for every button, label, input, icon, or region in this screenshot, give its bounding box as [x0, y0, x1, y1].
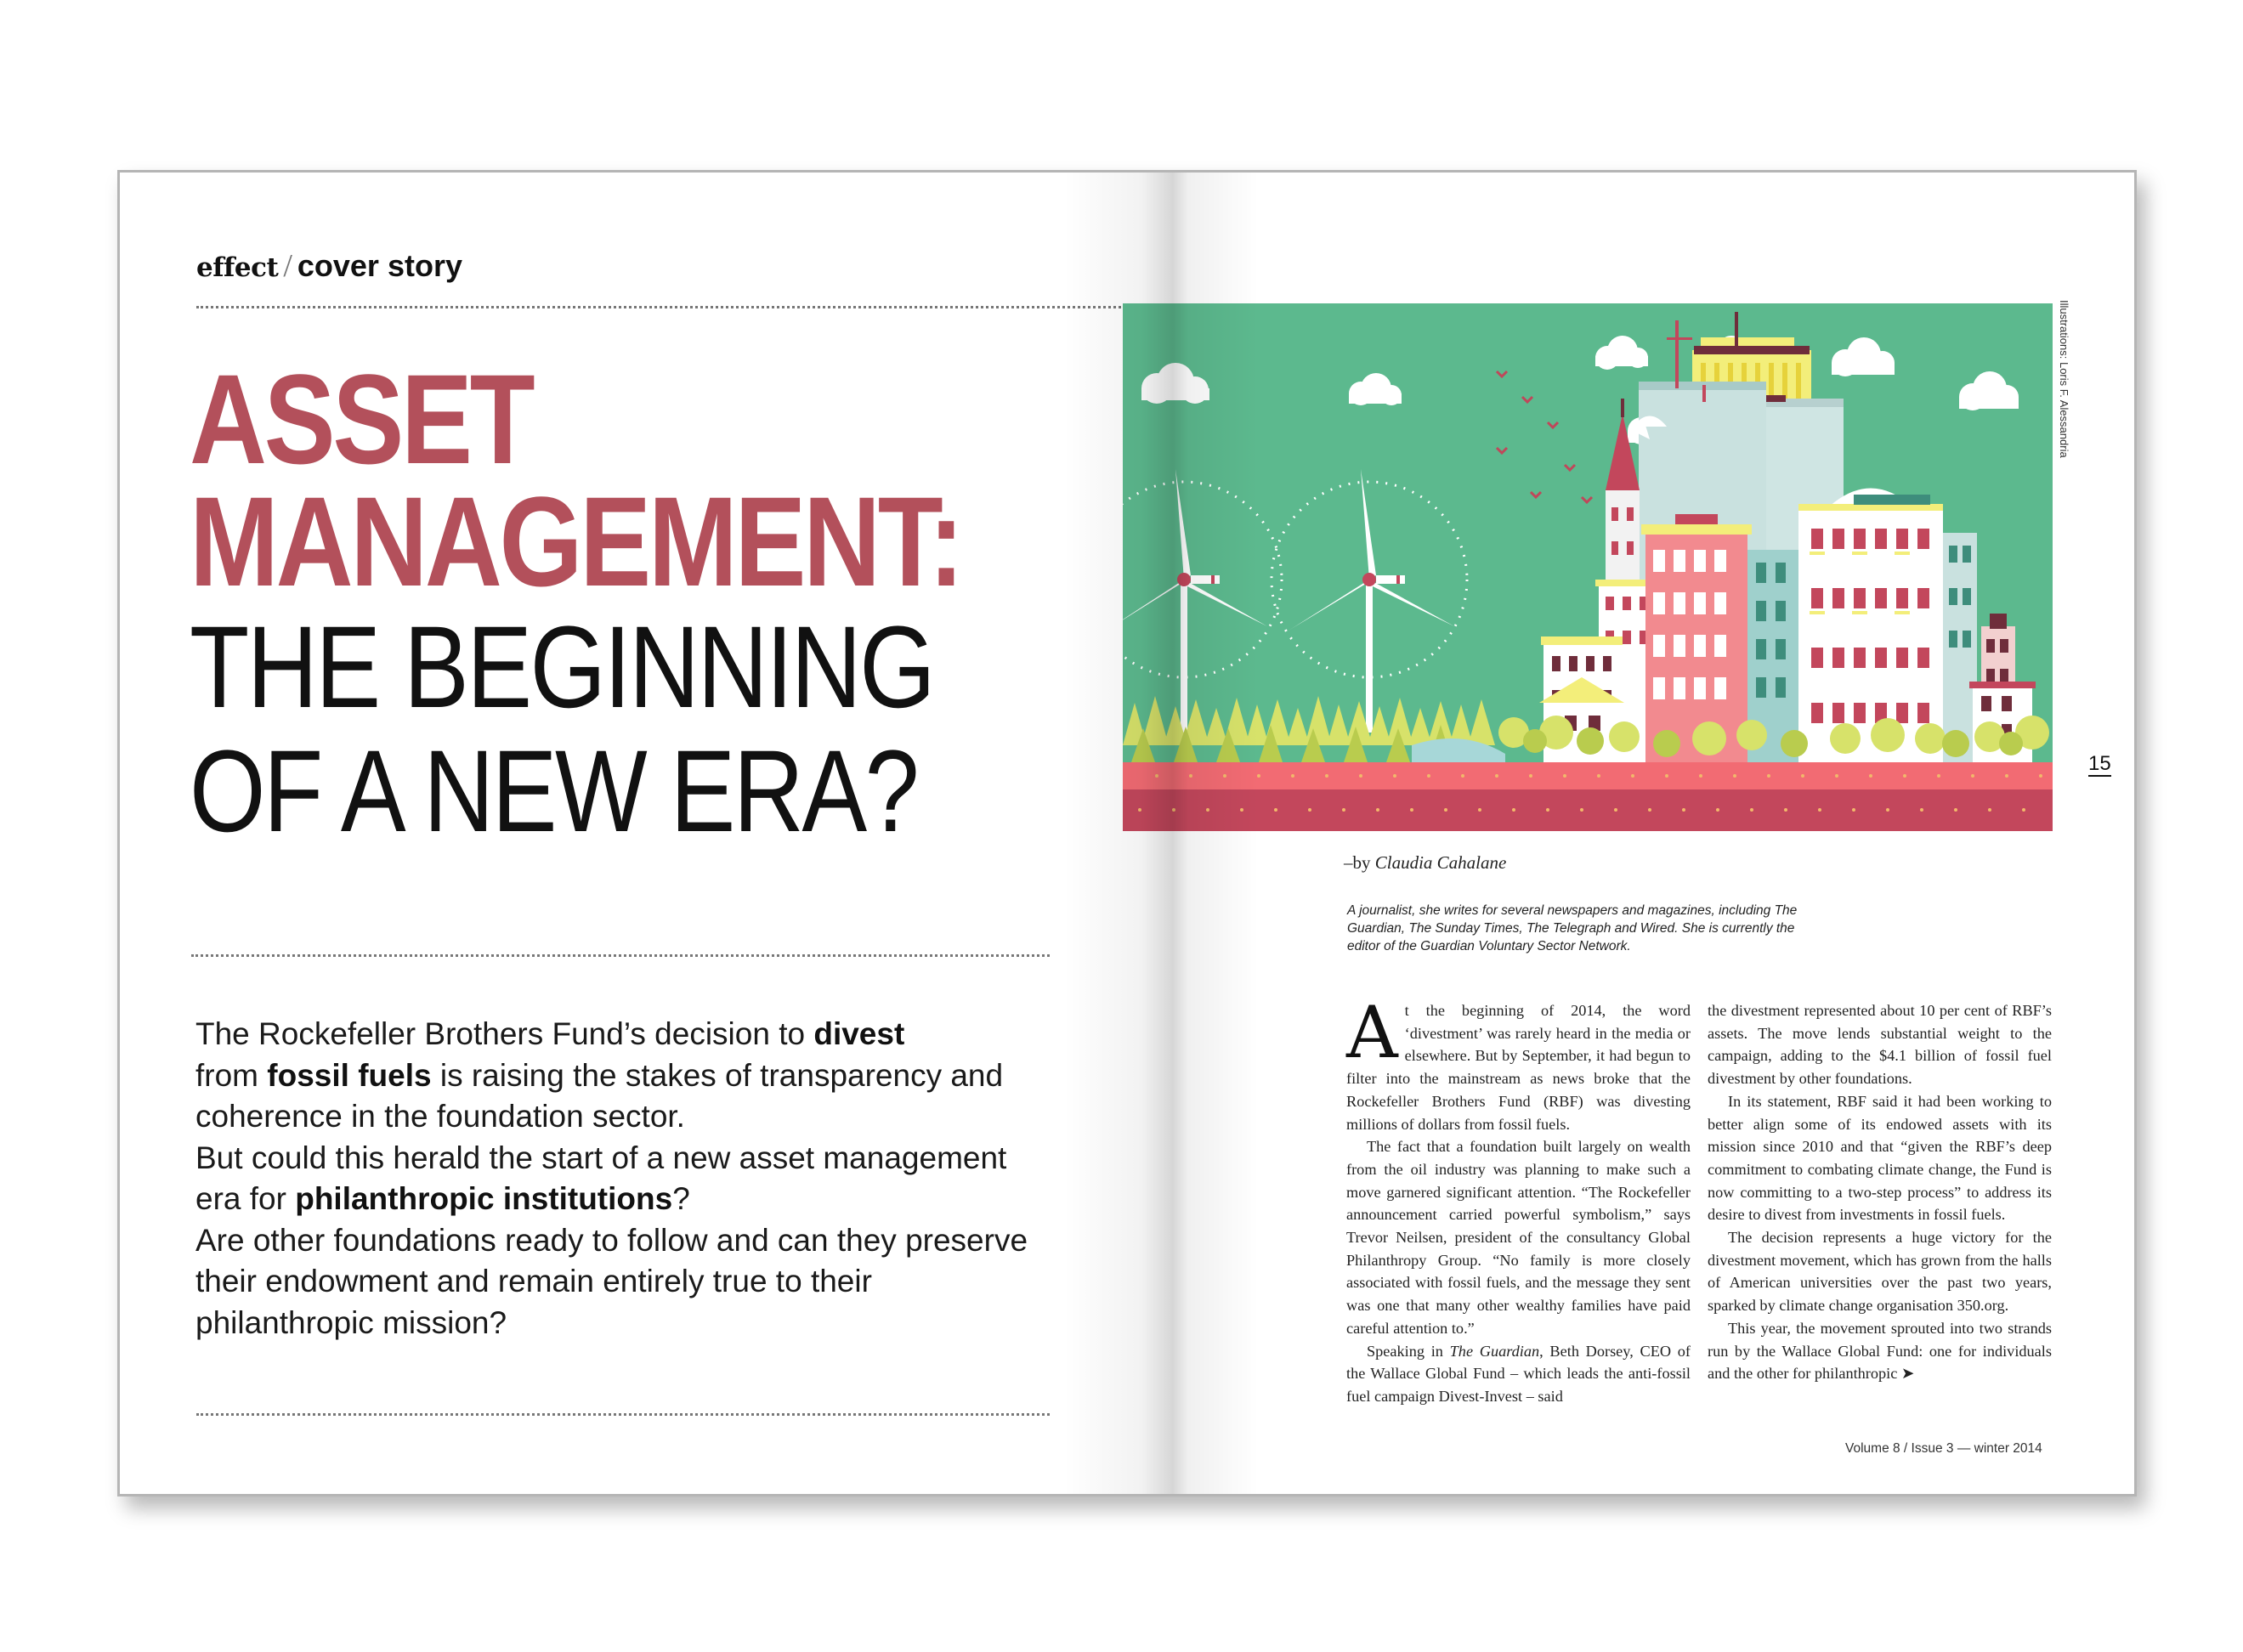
article-column-1	[1346, 991, 1691, 1408]
magazine-spread	[117, 170, 2137, 1496]
col2-paragraph-2: In its statement, RBF said it had been working to better align some of its endowed assets with its mission since 2010 and that “given the RBF’s deep commitment to combating climate change, the Fund is now committing to a two-step process” to address its desire to divest from investments in fossil fuels.	[1708, 1092, 2052, 1224]
headline-line-2: MANAGEMENT:	[190, 470, 961, 613]
author-bio: A journalist, she writes for several newspapers and magazines, including The Guardian, The Sunday Times, The Telegraph and Wired. She is currently the editor of the Guardian Voluntary Sector Network.	[1347, 903, 1798, 953]
intro-paragraph	[195, 1014, 1045, 1344]
headline-line-3: THE BEGINNING	[190, 603, 934, 733]
col2-paragraph-3: The decision represents a huge victory for the divestment movement, which has grown from the halls of American universities over the past two years, sparked by climate change organisation 350.org.	[1708, 1229, 2052, 1315]
headline	[190, 348, 1048, 857]
mid-dotted-rule	[191, 954, 1050, 957]
city-windfarm-illustration	[1123, 303, 2053, 831]
intro-bold-divest: divest	[813, 1016, 905, 1051]
section-label: cover story	[297, 248, 462, 283]
col1-p3-text-b: , Beth Dorsey, CEO of the Wallace Global Fund – which leads the anti-fossil fuel campaign Divest-Invest – said	[1346, 1342, 1691, 1405]
intro-text-3: is raising the stakes of transparency and coherence in the foundation sector.	[195, 1057, 1004, 1134]
col1-paragraph-3	[1346, 1340, 1691, 1408]
kicker-separator: /	[283, 248, 292, 284]
col1-p3-publication: The Guardian	[1449, 1342, 1540, 1360]
intro-text-6: Are other foundations ready to follow and can they preserve their endowment and remain entirely true to their philanthropic mission?	[195, 1222, 1028, 1340]
col2-paragraph-4: This year, the movement sprouted into two strands run by the Wallace Global Fund: one for individuals and the other for philanthropic ➤	[1708, 1319, 2052, 1383]
issue-folio: Volume 8 / Issue 3 — winter 2014	[1845, 1441, 2042, 1456]
col1-p3-text-a: Speaking in	[1367, 1342, 1450, 1360]
section-kicker	[196, 247, 462, 285]
col2-paragraph-1: the divestment represented about 10 per cent of RBF’s assets. The move lends substantial weight to the campaign, adding to the $4.1 billion of fossil fuel divestment by other foundations.	[1708, 1002, 2052, 1088]
headline-line-4: OF A NEW ERA?	[190, 727, 918, 857]
intro-text-4: But could this herald the start of a new asset management era for	[195, 1140, 1007, 1216]
col1-paragraph-1: t the beginning of 2014, the word ‘divestment’ was rarely heard in the media or elsewhere. But by September, it had begun to filter into the mainstream as news broke that the Rockefeller Brothers Fund (RBF) was divesting millions of dollars from fossil fuels.	[1346, 1002, 1691, 1133]
byline	[1344, 852, 1506, 874]
drop-cap: A	[1346, 991, 1398, 1074]
intro-bold-fossil-fuels: fossil fuels	[267, 1057, 432, 1093]
article-column-2	[1708, 999, 2052, 1385]
intro-text-5: ?	[672, 1181, 690, 1216]
author-name: Claudia Cahalane	[1374, 852, 1507, 873]
illustration-credit-text: Illustrations: Loris F. Alessandria	[2058, 300, 2070, 458]
headline-line-1: ASSET	[190, 348, 533, 490]
magazine-brand: effect	[196, 252, 279, 283]
intro-text-2: from	[195, 1057, 268, 1093]
intro-bold-philanthropic: philanthropic institutions	[295, 1181, 673, 1216]
intro-text-1: The Rockefeller Brothers Fund’s decision to	[195, 1016, 814, 1051]
col1-paragraph-2: The fact that a foundation built largely on wealth from the oil industry was planning to make such a move garnered significant attention. “The Rockefeller announcement carried powerful symbolism,” says Trevor Neilsen, president of the consultancy Global Philanthropy Group. “No family is more closely associated with fossil fuels, and the message they sent was one that many other wealthy families have paid careful attention to.”	[1346, 1138, 1691, 1337]
top-dotted-rule	[196, 306, 1131, 308]
bottom-dotted-rule	[196, 1413, 1050, 1416]
page-number: 15	[2088, 752, 2111, 775]
byline-prefix: –by	[1344, 852, 1375, 873]
illustration-credit	[2058, 300, 2078, 461]
